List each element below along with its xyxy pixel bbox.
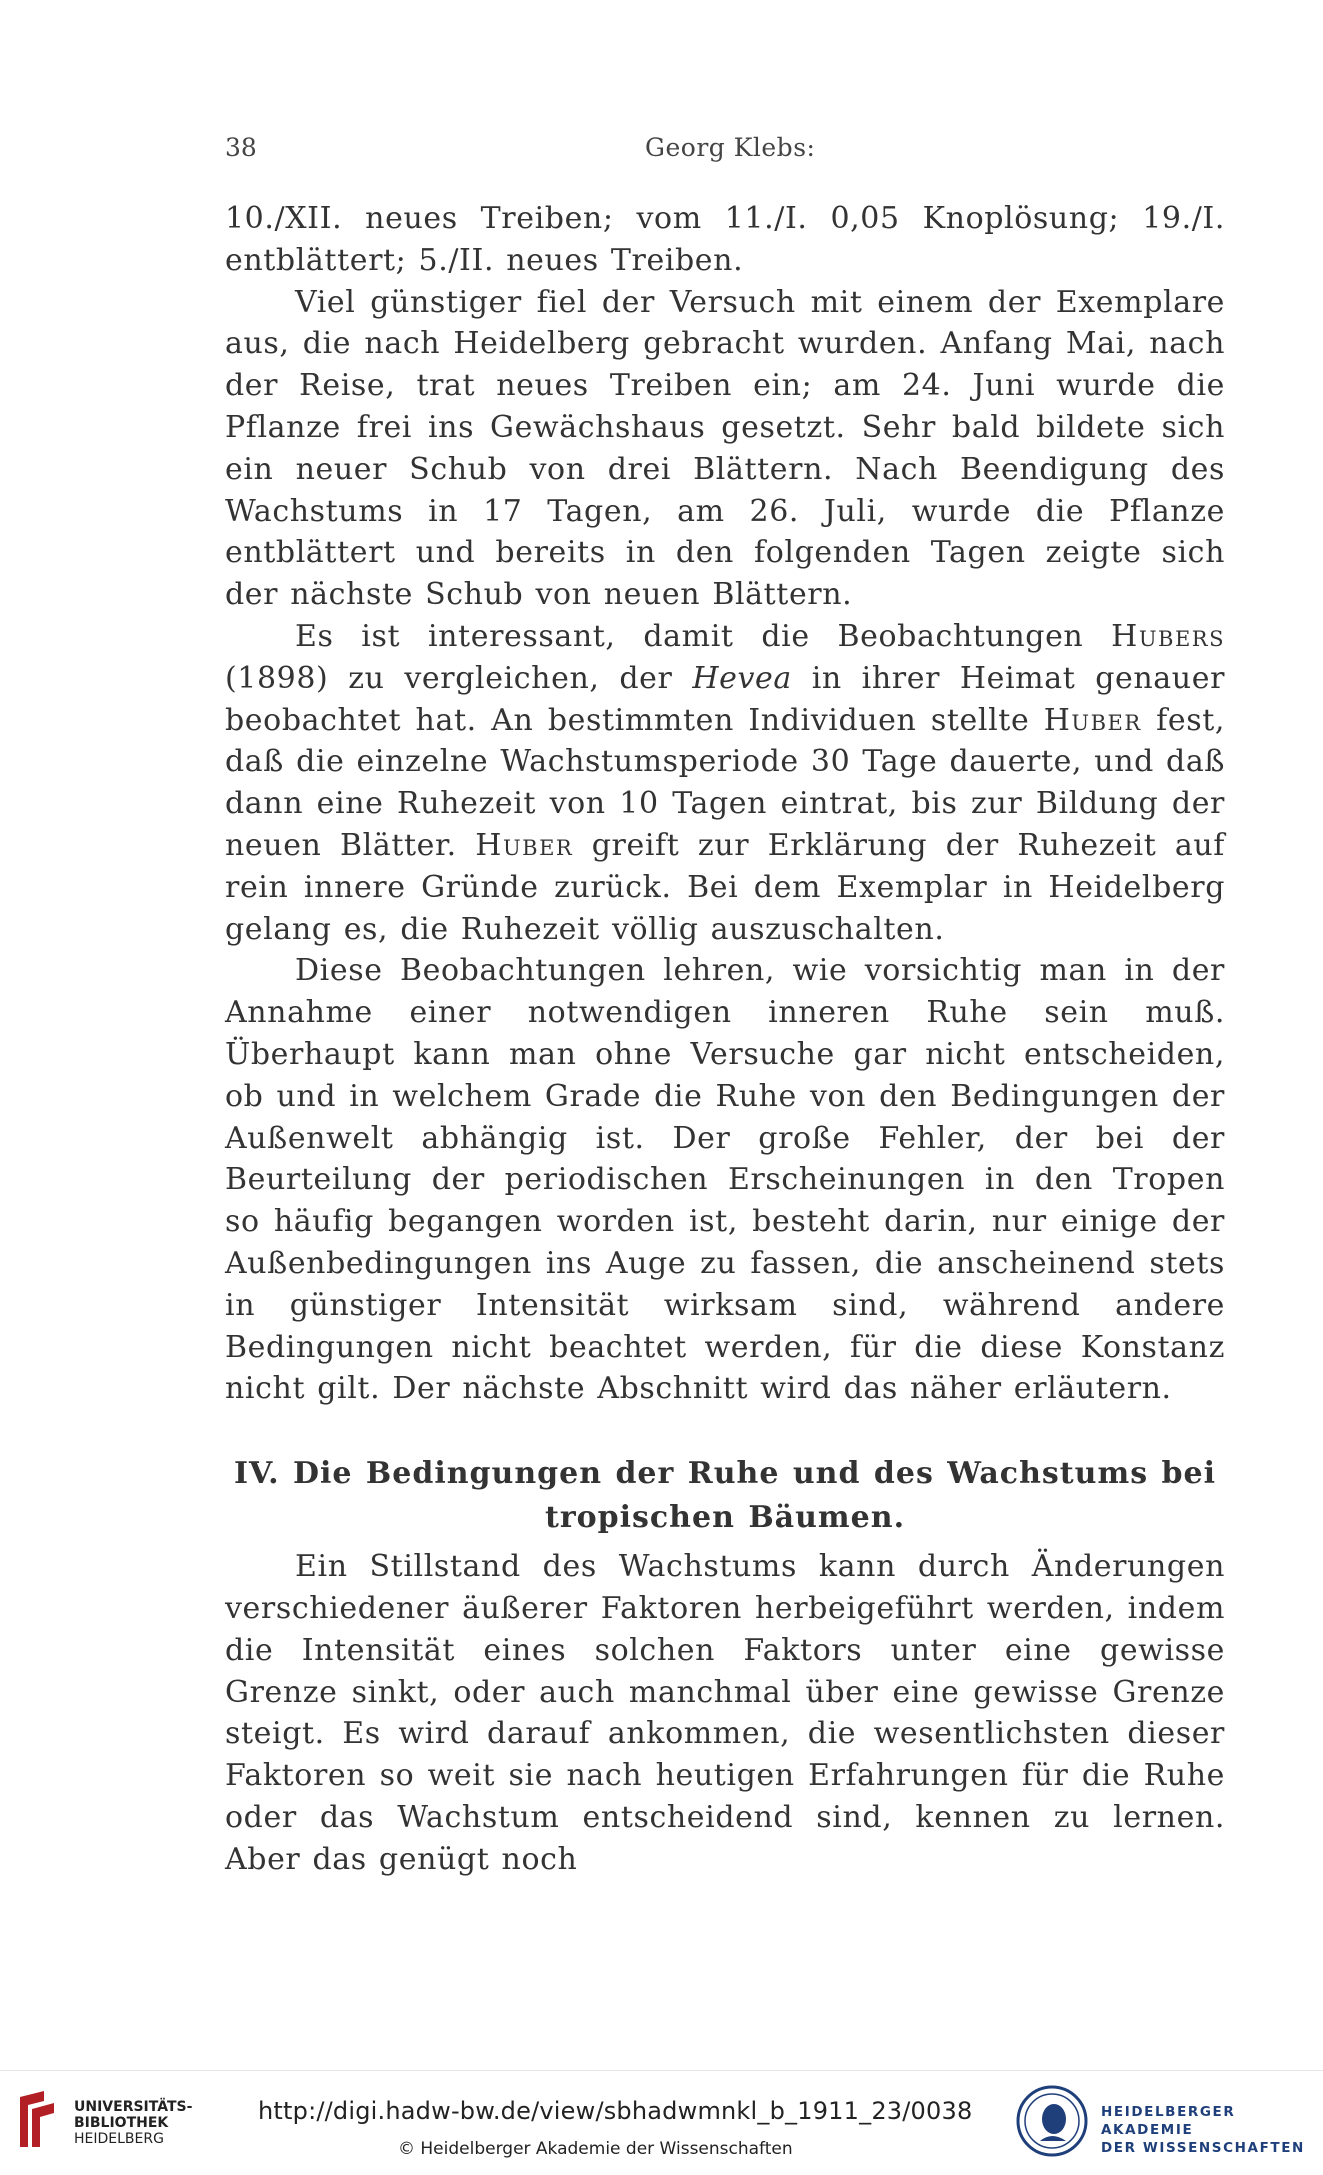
paragraph-section-intro: Ein Stillstand des Wachstums kann durch Änderungen verschiedener äußerer Faktoren herbeigeführt werden, indem die Intensität eines solchen Faktors unter eine gewisse Grenze sinkt, oder auch manchmal über eine gewisse Grenze steigt. Es wird darauf ankommen, die wesentlichsten dieser Faktoren so weit sie nach heutigen Erfahrungen für die Ruhe oder das Wachstum entscheidend sind, kennen zu lernen. Aber das genügt noch bbox=[225, 1549, 1225, 1877]
paragraph-heidelberg-experiment: Viel günstiger fiel der Versuch mit einem der Exemplare aus, die nach Heidelberg gebracht wurden. Anfang Mai, nach der Reise, trat neues Treiben ein; am 24. Juni wurde die Pflanze frei ins Gewächshaus gesetzt. Sehr bald bildete sich ein neuer Schub von drei Blättern. Nach Beendigung des Wachstums in 17 Tagen, am 26. Juli, wurde die Pflanze entblättert und bereits in den folgenden Tagen zeigte sich der nächste Schub von neuen Blättern. bbox=[225, 284, 1225, 613]
paragraph-huber-observations bbox=[225, 616, 1225, 950]
section-heading-line: tropischen Bäumen. bbox=[544, 1500, 906, 1536]
paragraph-continued: 10./XII. neues Treiben; vom 11./I. 0,05 Knoplösung; 19./I. entblättert; 5./II. neues Treiben. bbox=[225, 201, 1225, 278]
paragraph-conclusions: Diese Beobachtungen lehren, wie vorsichtig man in der Annahme einer notwendigen inneren Ruhe sein muß. Überhaupt kann man ohne Versuche gar nicht entscheiden, ob und in welchem Grade die Ruhe von den Bedingungen der Außenwelt abhängig ist. Der große Fehler, der bei der Beurteilung der periodischen Erscheinungen in den Tropen so häufig begangen worden ist, besteht darin, nur einige der Außenbedingungen ins Auge zu fassen, die anscheinend stets in günstiger Intensität wirksam sind, während andere Bedingungen nicht beachtet werden, für die diese Konstanz nicht gilt. Der nächste Abschnitt wird das näher erläutern. bbox=[225, 953, 1225, 1407]
academy-name-line: DER WISSENSCHAFTEN bbox=[1101, 2140, 1305, 2156]
body-text bbox=[225, 198, 1225, 1880]
text-run: (1898) zu vergleichen, der bbox=[225, 660, 693, 696]
author-name-huber: Huber bbox=[475, 827, 574, 863]
running-head bbox=[225, 133, 1225, 173]
genus-name: Hevea bbox=[692, 660, 792, 696]
section-heading-line: IV. Die Bedingungen der Ruhe und des Wachstums bei bbox=[234, 1456, 1216, 1492]
running-head-author: Georg Klebs: bbox=[645, 133, 816, 162]
text-run: in ihrer Heimat genauer beobachtet hat. An bestimmten Individuen stellte bbox=[225, 660, 1226, 738]
permalink-url[interactable]: http://digi.hadw-bw.de/view/sbhadwmnkl_b_1911_23/0038 bbox=[258, 2097, 973, 2125]
text-run: fest, daß die einzelne Wachstumsperiode 30 Tage dauerte, und daß dann eine Ruhezeit von 10 Tagen eintrat, bis zur Bildung der neuen Blätter. bbox=[225, 702, 1225, 863]
text-run: greift zur Erklärung der Ruhezeit auf rein innere Gründe zurück. Bei dem Exemplar in Heidelberg gelang es, die Ruhezeit völlig auszuschalten. bbox=[225, 827, 1225, 947]
academy-seal-icon bbox=[1016, 2085, 1088, 2157]
academy-name bbox=[1101, 2103, 1323, 2157]
library-name-line: HEIDELBERG bbox=[74, 2131, 164, 2147]
author-name-huber: Hubers bbox=[1111, 618, 1225, 654]
university-library-logo-icon bbox=[14, 2087, 60, 2151]
text-run: Es ist interessant, damit die Beobachtungen bbox=[295, 618, 1112, 654]
library-name-line: UNIVERSITÄTS- bbox=[74, 2099, 193, 2115]
section-heading bbox=[225, 1452, 1225, 1540]
copyright-notice: © Heidelberger Akademie der Wissenschaften bbox=[398, 2139, 793, 2159]
digitization-footer bbox=[0, 2070, 1323, 2175]
university-library-name bbox=[74, 2099, 192, 2147]
library-name-line: BIBLIOTHEK bbox=[74, 2115, 169, 2131]
author-name-huber: Huber bbox=[1043, 702, 1142, 738]
academy-name-line: HEIDELBERGER AKADEMIE bbox=[1101, 2104, 1236, 2138]
page-number: 38 bbox=[225, 133, 257, 162]
